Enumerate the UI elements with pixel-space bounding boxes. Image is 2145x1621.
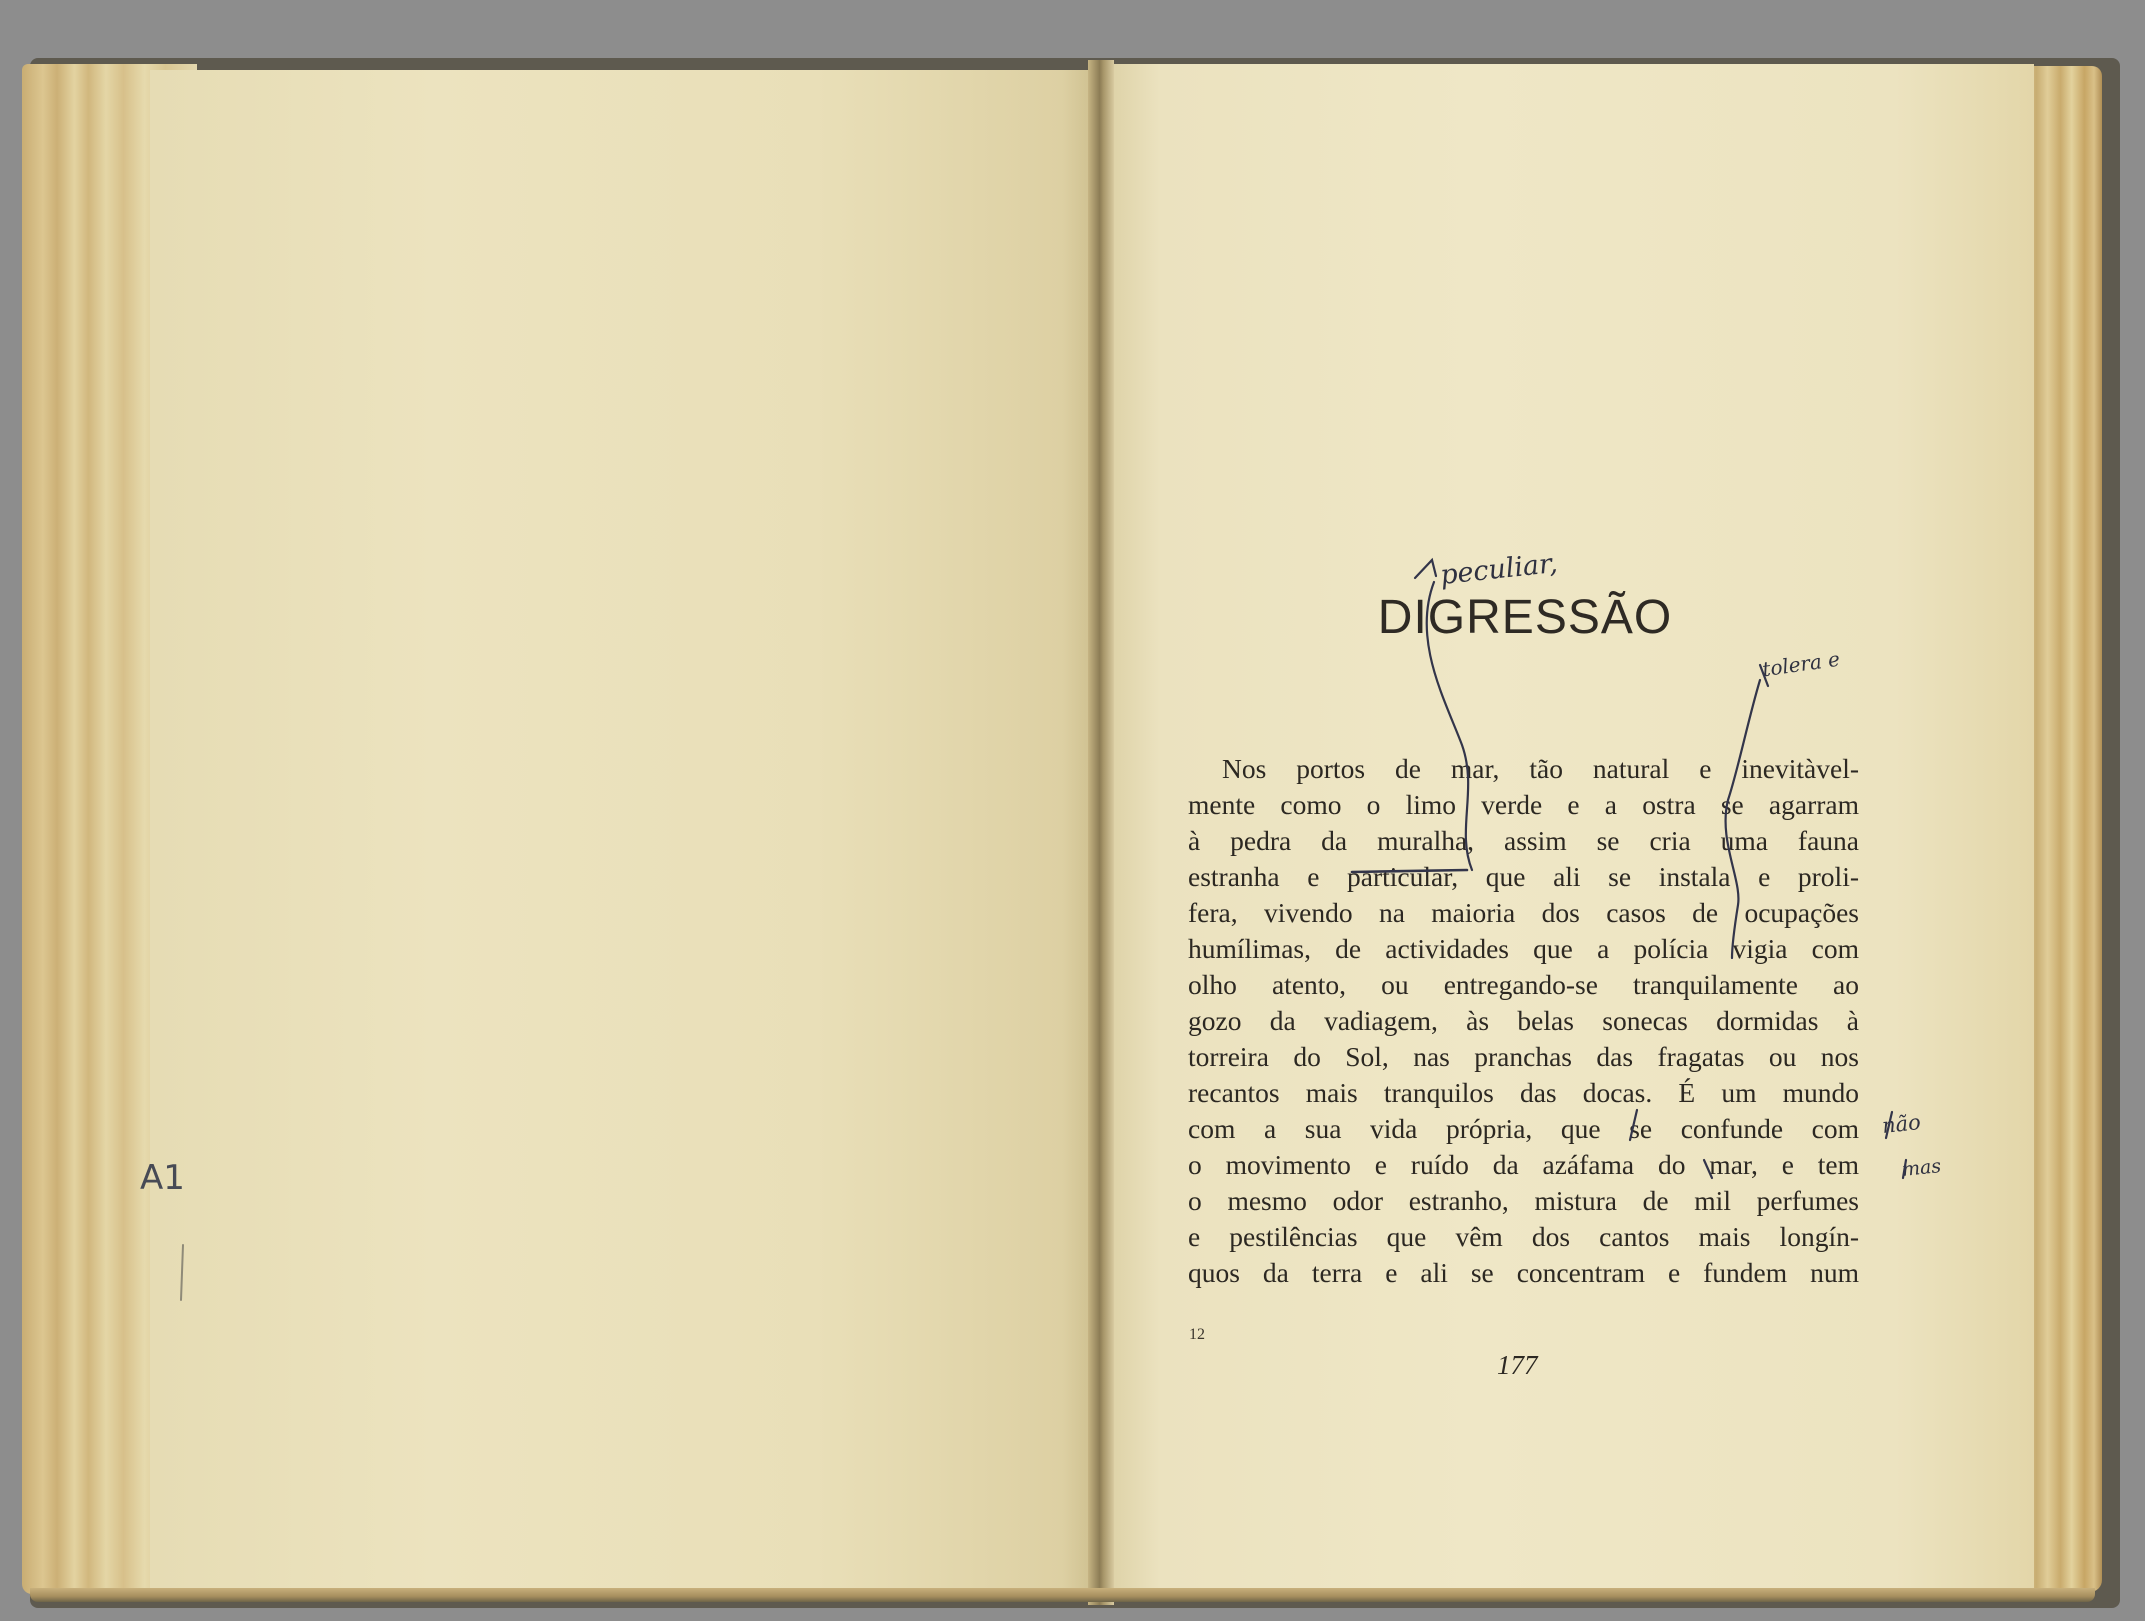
body-line: estranha e particular, que ali se instala e proli- [1188, 861, 1859, 892]
body-line: e pestilências que vêm dos cantos mais longín- [1188, 1221, 1859, 1252]
body-line: recantos mais tranquilos das docas. É um mundo [1188, 1077, 1859, 1108]
body-line: o mesmo odor estranho, mistura de mil perfumes [1188, 1185, 1859, 1216]
body-line: fera, vivendo na maioria dos casos de ocupações [1188, 897, 1859, 928]
body-line: torreira do Sol, nas pranchas das fragatas ou nos [1188, 1041, 1859, 1072]
body-line: o movimento e ruído da azáfama do mar, e tem [1188, 1149, 1859, 1180]
handwritten-note-nao: não [1880, 1110, 1922, 1138]
book-gutter [1088, 60, 1114, 1605]
handwritten-note-a1: A1 [140, 1158, 185, 1198]
chapter-title: DIGRESSÃO [1377, 591, 1673, 644]
signature-mark: 12 [1189, 1326, 1205, 1343]
body-paragraph [1188, 751, 1859, 1291]
right-page-edges [2022, 66, 2102, 1592]
body-line: mente como o limo verde e a ostra se agarram [1188, 789, 1859, 820]
body-line: gozo da vadiagem, às belas sonecas dormidas à [1188, 1005, 1859, 1036]
handwritten-note-peculiar: peculiar, [1438, 547, 1559, 592]
body-line: olho atento, ou entregando-se tranquilamente ao [1188, 969, 1859, 1000]
body-line: humílimas, de actividades que a polícia vigia com [1188, 933, 1859, 964]
body-line: com a sua vida própria, que se confunde com [1188, 1113, 1859, 1144]
bottom-page-edge [30, 1588, 2095, 1602]
page-number: 177 [1497, 1350, 1538, 1380]
handwritten-note-tolera: tolera e [1760, 646, 1842, 682]
handwritten-note-mas: mas [1900, 1155, 1943, 1181]
body-line: Nos portos de mar, tão natural e inevitàvel- [1222, 753, 1859, 784]
body-line: à pedra da muralha, assim se cria uma fauna [1188, 825, 1859, 856]
body-line: quos da terra e ali se concentram e fundem num [1188, 1257, 1859, 1288]
left-page-blank [150, 70, 1100, 1592]
